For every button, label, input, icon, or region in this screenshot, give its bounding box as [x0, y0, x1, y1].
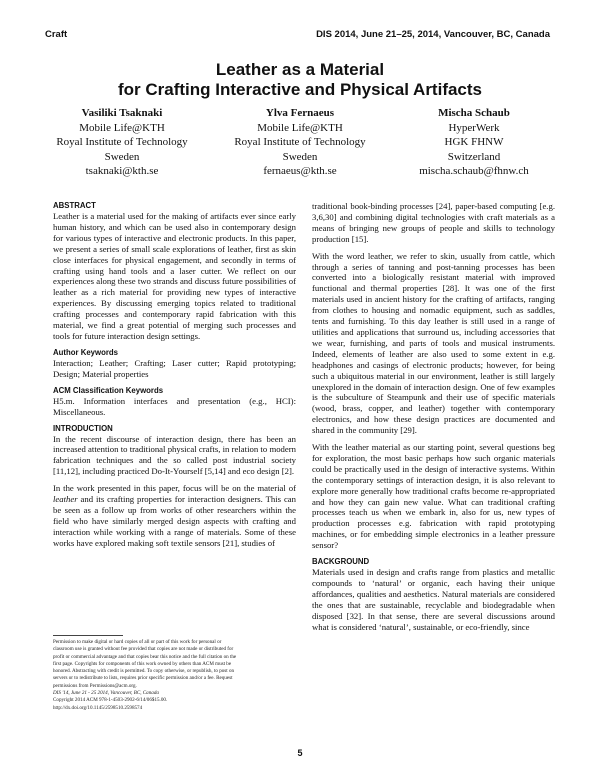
author-3: [384, 106, 564, 179]
author-name: Mischa Schaub: [438, 107, 510, 119]
running-header-venue: DIS 2014, June 21–25, 2014, Vancouver, BC, Canada: [316, 29, 550, 40]
author-affiliation: Mobile Life@KTH: [257, 121, 343, 134]
background-paragraph: Materials used in design and crafts range from plastics and metallic compounds to ‘natural’ or organic, each having their unique affordances, qualities and aesthetics. Natural materials are considered the ones that are sustainable, recyclable and biodegradable when disposed [32]. In that sense, there are several discussions around what is considered ‘natural’, sustainable, or eco-friendly, since: [312, 567, 555, 632]
author-country: Switzerland: [447, 150, 501, 163]
abstract-text: Leather is a material used for the making of artifacts ever since early human history, and which can be used also in contemporary design for various types of interactive and electronic products. In this paper, we present a series of small scale explorations of leather, first as skin close interfaces for physical engagement, and secondly in terms of crafting using hand tools and a laser cutter. We reflect on our experiences along these two strands and discuss future possibilities of leather as a rich material for providing new types of interactive experiences. By discussing emerging topics related to traditional crafting processes and contemporary rapid fabrication with this material, we find a great potential of merging such processes and tools for future interaction design settings.: [53, 211, 296, 341]
right-column: [312, 201, 555, 639]
title-line-1: Leather as a Material: [215, 60, 385, 79]
permission-line: Permission to make digital or hard copies of all or part of this work for personal or: [53, 639, 222, 645]
acm-text: H5.m. Information interfaces and presentation (e.g., HCI): Miscellaneous.: [53, 395, 296, 417]
intro-continued-paragraph: traditional book-binding processes [24], paper-based computing [e.g. 3,6,30] and combining digital technologies with craft materials as a means of bringing new groups of people and skills to technology production [15].: [312, 201, 555, 244]
left-column: [53, 201, 296, 555]
author-email: mischa.schaub@fhnw.ch: [419, 165, 529, 177]
permission-line: first page. Copyrights for components of this work owned by others than ACM must be: [53, 660, 232, 667]
conference-line: DIS '14, June 21 - 25 2014, Vancouver, BC, Canada: [53, 690, 159, 697]
author-institution: Royal Institute of Technology: [234, 136, 366, 148]
permission-line: honored. Abstracting with credit is permitted. To copy otherwise, or republish, to post on: [53, 668, 235, 675]
author-name: Vasiliki Tsaknaki: [81, 107, 163, 119]
page-number: 5: [297, 748, 303, 758]
introduction-paragraph-1: In the recent discourse of interaction design, there has been an increased attention to traditional physical crafts, in relation to modern fabrication techniques and the so called post industrial society [11,12], including practiced Do-It-Yourself [5,14] and eco design [2].: [53, 433, 296, 477]
author-email: tsaknaki@kth.se: [85, 165, 159, 177]
doi-link[interactable]: http://dx.doi.org/10.1145/2598510.2598574: [53, 704, 143, 711]
title-line-2: for Crafting Interactive and Physical Artifacts: [117, 80, 483, 99]
author-institution: Royal Institute of Technology: [56, 136, 188, 148]
author-institution: HGK FHNW: [444, 136, 504, 148]
permission-line: classroom use is granted without fee provided that copies are not made or distributed for: [53, 646, 234, 653]
author-country: Sweden: [282, 150, 318, 163]
footnote-rule: [53, 635, 123, 636]
copyright-line: Copyright 2014 ACM 978-1-4503-2902-6/14/06$15.00.: [53, 697, 168, 704]
author-name: Ylva Fernaeus: [265, 107, 335, 119]
author-affiliation: Mobile Life@KTH: [79, 121, 165, 134]
background-heading: BACKGROUND: [312, 557, 370, 567]
abstract-heading: ABSTRACT: [53, 201, 96, 210]
leather-definition-paragraph: With the word leather, we refer to skin, usually from cattle, which through a series of tanning and post-tanning processes has been converted into a biologically resistant material with improved functional and thermal properties [28]. It was one of the first materials used in ancient history for the crafting of artifacts, ranging from clothes to housing and nomadic equipment, such as saddles, tents and furnishing. To this day leather is still used in a range of utilities and applications that surround us, including accessories that we wear, furnishing, and parts of tools and musical instruments. Indeed, elements of leather are also used to some extent in e.g. headphones and casings of electronic products; however, for being such a ubiquitous material in our environment, leather is still largely unexplored in the domain of interaction design. One of few examples is the subculture of Steampunk and their use of specific materials (wood, brass, copper, and leather) together with contemporary electronics, and how these design practices are documented and shared in the community [29].: [312, 250, 555, 436]
author-affiliation: HyperWerk: [448, 121, 500, 134]
paper-title: [0, 60, 600, 100]
introduction-paragraph-2: In the work presented in this paper, focus will be on the material of leather and its crafting properties for interaction designers. This can be seen as a follow up from works of other researchers within the field who have similarly merged design aspects with crafting and interaction while working with a range of materials. Some of these works have explored making soft textile sensors [21], studies of: [53, 483, 296, 548]
permission-line: servers or to redistribute to lists, requires prior specific permission and/or a fee. Request: [53, 675, 233, 682]
keywords-text: Interaction; Leather; Crafting; Laser cutter; Rapid prototyping; Design; Material properties: [53, 357, 296, 379]
author-email: fernaeus@kth.se: [263, 165, 337, 177]
introduction-heading: INTRODUCTION: [53, 423, 113, 433]
emphasis-leather: leather: [53, 494, 78, 505]
research-questions-paragraph: With the leather material as our starting point, several questions beg for exploration, the most basic perhaps how such organic materials could be practically used in the design of interactive systems. Within the contemporary settings of interaction design, it is also relevant to explore more generally how traditional crafts become re-appropriated and how they can gain new value. What can traditional crafting processes teach us when we embark in, also for us, new types of production processes e.g. fabrication with rapid prototyping machines, or for embedding simple electronics in a leather pressure sensor?: [312, 442, 555, 551]
running-header-section: Craft: [45, 29, 68, 40]
acm-heading: ACM Classification Keywords: [53, 385, 164, 395]
author-1: [32, 106, 212, 179]
author-2: [210, 106, 390, 179]
permission-line: profit or commercial advantage and that copies bear this notice and the full citation on the: [53, 653, 237, 660]
keywords-heading: Author Keywords: [53, 347, 118, 357]
permission-footnote: [53, 635, 296, 712]
permission-line: permissions from Permissions@acm.org.: [53, 682, 137, 689]
author-country: Sweden: [104, 150, 140, 163]
